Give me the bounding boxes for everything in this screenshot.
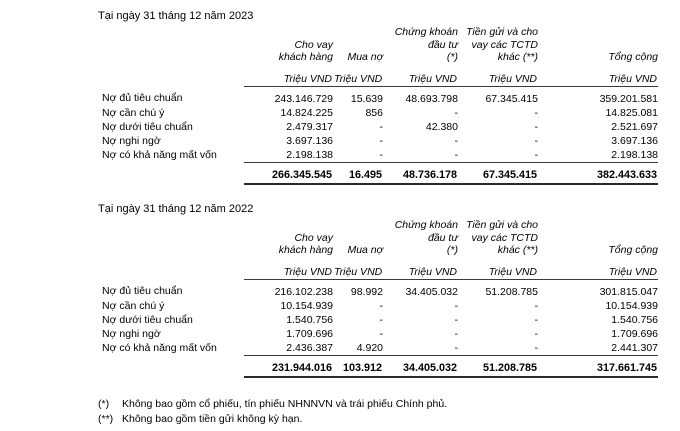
unit-row <box>98 64 658 87</box>
header-line: đầu tư <box>427 38 458 51</box>
row-value: - <box>333 148 383 163</box>
row-label: Nợ dưới tiêu chuẩn <box>102 313 193 326</box>
row-value: - <box>534 299 538 312</box>
row-value: - <box>383 341 458 356</box>
row-value: 4.920 <box>333 341 383 356</box>
header-line: (*) <box>446 51 458 63</box>
footnote-text: Không bao gồm cổ phiếu, tín phiếu NHNNVN và trái phiếu Chính phủ. <box>122 398 448 410</box>
total-value: 48.736.178 <box>383 162 458 184</box>
header-line: Mua nợ <box>347 244 383 256</box>
row-value: 2.521.697 <box>611 120 658 133</box>
header-line: đầu tư <box>427 231 458 244</box>
row-value: 51.208.785 <box>485 285 538 298</box>
table-caption: Tại ngày 31 tháng 12 năm 2022 <box>98 203 254 215</box>
unit-cell: Triệu VND <box>333 64 383 87</box>
row-value: 14.824.225 <box>280 106 333 119</box>
row-value: 14.825.081 <box>605 106 658 119</box>
header-line: Cho vay <box>294 38 333 51</box>
header-spacer <box>98 26 244 64</box>
row-value: 2.479.317 <box>286 120 333 133</box>
row-value: 3.697.136 <box>611 134 658 147</box>
row-value: 10.154.939 <box>605 299 658 312</box>
row-value: 1.709.696 <box>286 327 333 340</box>
row-label: Nợ đủ tiêu chuẩn <box>102 285 183 298</box>
unit-cell: Triệu VND <box>383 257 458 280</box>
row-value: 243.146.729 <box>274 92 333 105</box>
row-value: 2.198.138 <box>538 148 658 163</box>
row-value: 67.345.415 <box>485 92 538 105</box>
table-block-2023 <box>98 10 658 185</box>
unit-cell: Triệu VND <box>458 64 538 87</box>
table-caption: Tại ngày 31 tháng 12 năm 2023 <box>98 10 254 22</box>
row-value: - <box>454 106 458 119</box>
unit-spacer <box>98 257 244 280</box>
row-label: Nợ nghi ngờ <box>102 327 161 340</box>
total-value: 317.661.745 <box>538 355 658 377</box>
footnote-double-asterisk <box>98 412 447 427</box>
header-line: Tổng cộng <box>608 244 658 256</box>
header-line: Mua nợ <box>347 51 383 63</box>
row-label: Nợ cần chú ý <box>102 106 165 119</box>
row-value: 2.441.307 <box>538 341 658 356</box>
column-header-row <box>98 219 658 257</box>
table-row <box>98 86 658 106</box>
header-line: khách hàng <box>278 244 333 256</box>
header-line: Tiền gửi và cho <box>466 219 538 231</box>
credit-quality-table-2023 <box>98 10 658 185</box>
row-value: 34.405.032 <box>405 285 458 298</box>
total-row <box>98 162 658 184</box>
header-line: khác (**) <box>497 51 538 63</box>
row-value: 3.697.136 <box>286 134 333 147</box>
row-value: - <box>379 134 383 147</box>
header-line: Cho vay <box>294 231 333 244</box>
unit-cell: Triệu VND <box>538 64 658 87</box>
credit-quality-table-2022 <box>98 203 658 378</box>
footnote-mark: (**) <box>98 412 114 425</box>
unit-cell: Triệu VND <box>333 257 383 280</box>
row-value: - <box>454 313 458 326</box>
table-row <box>98 299 658 313</box>
total-value: 34.405.032 <box>383 355 458 377</box>
col-header-tong-cong <box>538 26 658 64</box>
total-value: 51.208.785 <box>458 355 538 377</box>
row-value: - <box>534 120 538 133</box>
header-line: khác (**) <box>497 244 538 256</box>
row-value: - <box>379 327 383 340</box>
row-value: 15.639 <box>350 92 383 105</box>
column-header-row <box>98 26 658 64</box>
total-value: 382.443.633 <box>538 162 658 184</box>
table-row <box>98 106 658 120</box>
row-value: 856 <box>365 106 383 119</box>
row-label: Nợ có khả năng mất vốn <box>102 148 217 161</box>
unit-cell: Triệu VND <box>244 257 333 280</box>
total-value: 67.345.415 <box>458 162 538 184</box>
header-line: Chứng khoán <box>394 219 458 231</box>
total-value: 266.345.545 <box>244 162 333 184</box>
table-caption-row <box>98 203 658 219</box>
row-value: - <box>379 299 383 312</box>
table-row <box>98 341 658 356</box>
row-value: 2.436.387 <box>244 341 333 356</box>
row-label: Nợ dưới tiêu chuẩn <box>102 120 193 133</box>
col-header-tien-gui-va-cho-vay-tctd <box>458 26 538 64</box>
row-value: 42.380 <box>425 120 458 133</box>
row-value: - <box>534 134 538 147</box>
row-value: - <box>454 134 458 147</box>
row-label: Nợ đủ tiêu chuẩn <box>102 92 183 105</box>
col-header-cho-vay-khach-hang <box>244 26 333 64</box>
unit-spacer <box>98 64 244 87</box>
row-value: - <box>458 341 538 356</box>
row-label: Nợ nghi ngờ <box>102 134 161 147</box>
table-block-2022 <box>98 203 658 378</box>
row-value: 2.198.138 <box>244 148 333 163</box>
col-header-mua-no <box>333 26 383 64</box>
row-value: - <box>534 106 538 119</box>
row-value: - <box>383 148 458 163</box>
header-line: khách hàng <box>278 51 333 63</box>
row-value: 10.154.939 <box>280 299 333 312</box>
col-header-tong-cong <box>538 219 658 257</box>
header-line: (*) <box>446 244 458 256</box>
col-header-cho-vay-khach-hang <box>244 219 333 257</box>
row-value: - <box>379 313 383 326</box>
row-value: 1.709.696 <box>611 327 658 340</box>
table-caption-row <box>98 10 658 26</box>
row-value: 1.540.756 <box>286 313 333 326</box>
col-header-chung-khoan-dau-tu <box>383 219 458 257</box>
col-header-tien-gui-va-cho-vay-tctd <box>458 219 538 257</box>
total-value: 103.912 <box>333 355 383 377</box>
total-label <box>98 162 244 184</box>
table-row <box>98 148 658 163</box>
row-label: Nợ cần chú ý <box>102 299 165 312</box>
header-line: Tổng cộng <box>608 51 658 63</box>
table-row <box>98 134 658 148</box>
row-value: 48.693.798 <box>405 92 458 105</box>
header-line: Chứng khoán <box>394 26 458 38</box>
total-value: 16.495 <box>333 162 383 184</box>
total-value: 231.944.016 <box>244 355 333 377</box>
table-row <box>98 327 658 341</box>
unit-cell: Triệu VND <box>458 257 538 280</box>
col-header-chung-khoan-dau-tu <box>383 26 458 64</box>
col-header-mua-no <box>333 219 383 257</box>
footnotes <box>98 397 447 426</box>
total-label <box>98 355 244 377</box>
table-row <box>98 279 658 299</box>
row-value: 301.815.047 <box>599 285 658 298</box>
row-value: - <box>458 148 538 163</box>
footnote-single-asterisk <box>98 397 447 412</box>
unit-cell: Triệu VND <box>538 257 658 280</box>
row-value: 216.102.238 <box>274 285 333 298</box>
header-spacer <box>98 219 244 257</box>
header-line: vay các TCTD <box>471 38 538 51</box>
table-row <box>98 120 658 134</box>
table-row <box>98 313 658 327</box>
row-value: 359.201.581 <box>599 92 658 105</box>
unit-cell: Triệu VND <box>383 64 458 87</box>
row-value: - <box>379 120 383 133</box>
unit-cell: Triệu VND <box>244 64 333 87</box>
row-label: Nợ có khả năng mất vốn <box>102 341 217 354</box>
row-value: - <box>534 313 538 326</box>
row-value: 98.992 <box>350 285 383 298</box>
row-value: - <box>534 327 538 340</box>
header-line: Tiền gửi và cho <box>466 26 538 38</box>
footnote-mark: (*) <box>98 398 110 410</box>
header-line: vay các TCTD <box>471 231 538 244</box>
row-value: - <box>454 299 458 312</box>
unit-row <box>98 257 658 280</box>
row-value: - <box>454 327 458 340</box>
total-row <box>98 355 658 377</box>
row-value: 1.540.756 <box>611 313 658 326</box>
footnote-text: Không bao gồm tiền gửi không kỳ hạn. <box>122 412 303 425</box>
